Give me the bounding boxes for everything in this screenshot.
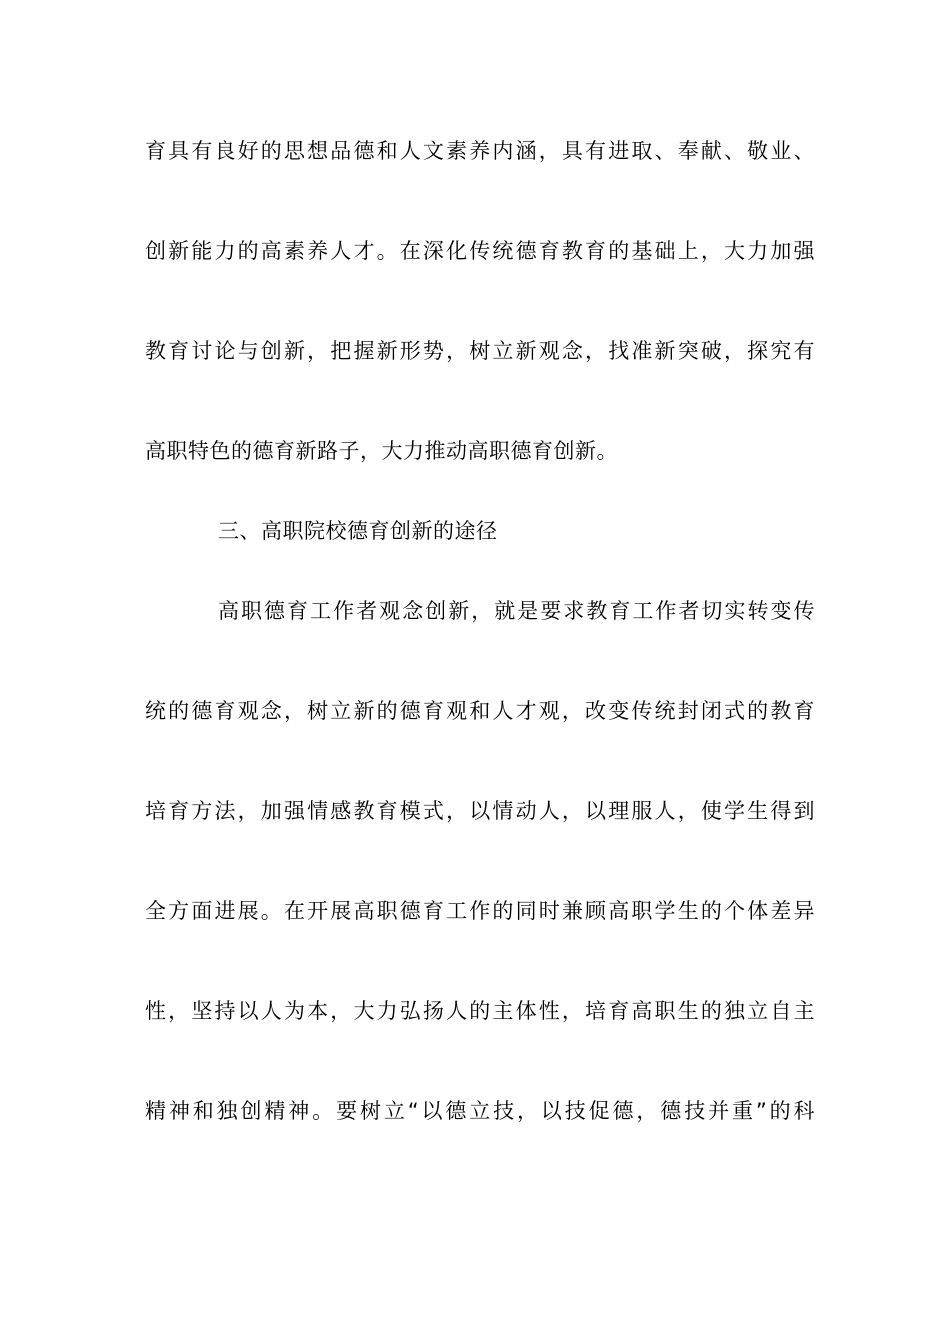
paragraph-line: 全方面进展。在开展高职德育工作的同时兼顾高职学生的个体差异 [145, 899, 815, 923]
paragraph-line: 性，坚持以人为本，大力弘扬人的主体性，培育高职生的独立自主 [145, 999, 815, 1023]
paragraph-line: 高职德育工作者观念创新，就是要求教育工作者切实转变传 [218, 599, 815, 623]
paragraph-line: 统的德育观念，树立新的德育观和人才观，改变传统封闭式的教育 [145, 699, 815, 723]
paragraph-line: 育具有良好的思想品德和人文素养内涵，具有进取、奉献、敬业、 [145, 139, 815, 163]
paragraph-line: 高职特色的德育新路子，大力推动高职德育创新。 [145, 439, 618, 463]
paragraph-line: 精神和独创精神。要树立“以德立技，以技促德，德技并重”的科 [145, 1099, 815, 1123]
paragraph-line: 创新能力的高素养人才。在深化传统德育教育的基础上，大力加强 [145, 239, 815, 263]
paragraph-line: 教育讨论与创新，把握新形势，树立新观念，找准新突破，探究有 [145, 339, 815, 363]
section-heading: 三、高职院校德育创新的途径 [218, 519, 498, 543]
paragraph-line: 培育方法，加强情感教育模式，以情动人，以理服人，使学生得到 [145, 799, 815, 823]
